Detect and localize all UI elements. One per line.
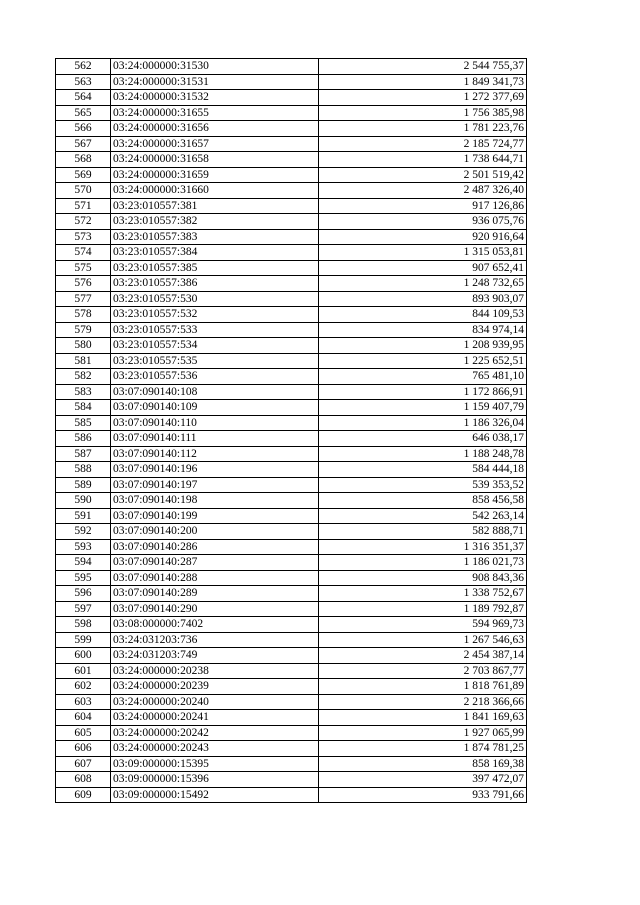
value-cell: 844 109,53 xyxy=(319,307,527,323)
table-row xyxy=(56,710,527,726)
cadastral-number-cell: 03:07:090140:112 xyxy=(111,446,319,462)
row-number-cell: 578 xyxy=(56,307,111,323)
cadastral-number-cell: 03:24:000000:20240 xyxy=(111,694,319,710)
cadastral-number-cell: 03:24:000000:31658 xyxy=(111,152,319,168)
row-number-cell: 569 xyxy=(56,167,111,183)
cadastral-number-cell: 03:07:090140:287 xyxy=(111,555,319,571)
row-number-cell: 576 xyxy=(56,276,111,292)
cadastral-number-cell: 03:23:010557:536 xyxy=(111,369,319,385)
cadastral-number-cell: 03:23:010557:532 xyxy=(111,307,319,323)
value-cell: 834 974,14 xyxy=(319,322,527,338)
row-number-cell: 602 xyxy=(56,679,111,695)
table-row xyxy=(56,477,527,493)
cadastral-number-cell: 03:07:090140:286 xyxy=(111,539,319,555)
row-number-cell: 605 xyxy=(56,725,111,741)
row-number-cell: 572 xyxy=(56,214,111,230)
row-number-cell: 571 xyxy=(56,198,111,214)
row-number-cell: 581 xyxy=(56,353,111,369)
row-number-cell: 580 xyxy=(56,338,111,354)
row-number-cell: 588 xyxy=(56,462,111,478)
table-row xyxy=(56,245,527,261)
value-cell: 539 353,52 xyxy=(319,477,527,493)
value-cell: 893 903,07 xyxy=(319,291,527,307)
value-cell: 907 652,41 xyxy=(319,260,527,276)
row-number-cell: 586 xyxy=(56,431,111,447)
value-cell: 594 969,73 xyxy=(319,617,527,633)
table-row xyxy=(56,353,527,369)
value-cell: 1 172 866,91 xyxy=(319,384,527,400)
value-cell: 933 791,66 xyxy=(319,787,527,803)
table-row xyxy=(56,772,527,788)
row-number-cell: 591 xyxy=(56,508,111,524)
row-number-cell: 566 xyxy=(56,121,111,137)
cadastral-number-cell: 03:24:000000:31659 xyxy=(111,167,319,183)
row-number-cell: 574 xyxy=(56,245,111,261)
cadastral-number-cell: 03:09:000000:15492 xyxy=(111,787,319,803)
row-number-cell: 607 xyxy=(56,756,111,772)
table-row xyxy=(56,756,527,772)
cadastral-number-cell: 03:07:090140:198 xyxy=(111,493,319,509)
cadastral-number-cell: 03:23:010557:381 xyxy=(111,198,319,214)
cadastral-number-cell: 03:23:010557:383 xyxy=(111,229,319,245)
cadastral-number-cell: 03:24:000000:20238 xyxy=(111,663,319,679)
table-row xyxy=(56,260,527,276)
table-row xyxy=(56,136,527,152)
table-row xyxy=(56,462,527,478)
cadastral-number-cell: 03:07:090140:196 xyxy=(111,462,319,478)
row-number-cell: 570 xyxy=(56,183,111,199)
value-cell: 1 849 341,73 xyxy=(319,74,527,90)
value-cell: 1 272 377,69 xyxy=(319,90,527,106)
row-number-cell: 596 xyxy=(56,586,111,602)
table-row xyxy=(56,787,527,803)
value-cell: 1 248 732,65 xyxy=(319,276,527,292)
value-cell: 2 544 755,37 xyxy=(319,59,527,75)
row-number-cell: 583 xyxy=(56,384,111,400)
table-row xyxy=(56,183,527,199)
value-cell: 1 874 781,25 xyxy=(319,741,527,757)
table-row xyxy=(56,152,527,168)
value-cell: 2 501 519,42 xyxy=(319,167,527,183)
cadastral-number-cell: 03:07:090140:290 xyxy=(111,601,319,617)
value-cell: 765 481,10 xyxy=(319,369,527,385)
cadastral-number-cell: 03:24:000000:31660 xyxy=(111,183,319,199)
row-number-cell: 587 xyxy=(56,446,111,462)
cadastral-number-cell: 03:24:000000:31530 xyxy=(111,59,319,75)
cadastral-number-cell: 03:24:000000:20241 xyxy=(111,710,319,726)
table-row xyxy=(56,121,527,137)
row-number-cell: 584 xyxy=(56,400,111,416)
row-number-cell: 564 xyxy=(56,90,111,106)
table-row xyxy=(56,167,527,183)
value-cell: 936 075,76 xyxy=(319,214,527,230)
cadastral-number-cell: 03:24:000000:31532 xyxy=(111,90,319,106)
table-row xyxy=(56,90,527,106)
value-cell: 2 703 867,77 xyxy=(319,663,527,679)
value-cell: 917 126,86 xyxy=(319,198,527,214)
table-row xyxy=(56,384,527,400)
value-cell: 646 038,17 xyxy=(319,431,527,447)
table-row xyxy=(56,291,527,307)
table-row xyxy=(56,663,527,679)
row-number-cell: 577 xyxy=(56,291,111,307)
row-number-cell: 599 xyxy=(56,632,111,648)
table-row xyxy=(56,648,527,664)
row-number-cell: 598 xyxy=(56,617,111,633)
row-number-cell: 565 xyxy=(56,105,111,121)
value-cell: 1 841 169,63 xyxy=(319,710,527,726)
value-cell: 1 225 652,51 xyxy=(319,353,527,369)
row-number-cell: 601 xyxy=(56,663,111,679)
row-number-cell: 594 xyxy=(56,555,111,571)
table-row xyxy=(56,679,527,695)
value-cell: 1 316 351,37 xyxy=(319,539,527,555)
value-cell: 2 185 724,77 xyxy=(319,136,527,152)
table-row xyxy=(56,446,527,462)
row-number-cell: 597 xyxy=(56,601,111,617)
table-row xyxy=(56,198,527,214)
value-cell: 2 487 326,40 xyxy=(319,183,527,199)
value-cell: 397 472,07 xyxy=(319,772,527,788)
value-cell: 2 454 387,14 xyxy=(319,648,527,664)
table-row xyxy=(56,601,527,617)
cadastral-number-cell: 03:23:010557:382 xyxy=(111,214,319,230)
cadastral-number-cell: 03:23:010557:534 xyxy=(111,338,319,354)
cadastral-value-table xyxy=(55,58,527,803)
cadastral-number-cell: 03:07:090140:111 xyxy=(111,431,319,447)
table-row xyxy=(56,555,527,571)
cadastral-number-cell: 03:24:031203:736 xyxy=(111,632,319,648)
row-number-cell: 582 xyxy=(56,369,111,385)
value-cell: 1 738 644,71 xyxy=(319,152,527,168)
table-row xyxy=(56,229,527,245)
document-page xyxy=(55,58,526,803)
table-row xyxy=(56,415,527,431)
table-row xyxy=(56,400,527,416)
row-number-cell: 585 xyxy=(56,415,111,431)
table-row xyxy=(56,74,527,90)
row-number-cell: 575 xyxy=(56,260,111,276)
table-row xyxy=(56,741,527,757)
value-cell: 1 338 752,67 xyxy=(319,586,527,602)
table-row xyxy=(56,59,527,75)
cadastral-number-cell: 03:23:010557:385 xyxy=(111,260,319,276)
value-cell: 1 781 223,76 xyxy=(319,121,527,137)
cadastral-number-cell: 03:24:000000:20243 xyxy=(111,741,319,757)
cadastral-number-cell: 03:07:090140:199 xyxy=(111,508,319,524)
row-number-cell: 590 xyxy=(56,493,111,509)
row-number-cell: 563 xyxy=(56,74,111,90)
cadastral-number-cell: 03:23:010557:384 xyxy=(111,245,319,261)
value-cell: 1 186 021,73 xyxy=(319,555,527,571)
value-cell: 1 159 407,79 xyxy=(319,400,527,416)
table-body xyxy=(56,59,527,803)
cadastral-number-cell: 03:07:090140:197 xyxy=(111,477,319,493)
row-number-cell: 568 xyxy=(56,152,111,168)
table-row xyxy=(56,617,527,633)
row-number-cell: 567 xyxy=(56,136,111,152)
value-cell: 2 218 366,66 xyxy=(319,694,527,710)
cadastral-number-cell: 03:23:010557:533 xyxy=(111,322,319,338)
value-cell: 1 818 761,89 xyxy=(319,679,527,695)
table-row xyxy=(56,307,527,323)
cadastral-number-cell: 03:07:090140:200 xyxy=(111,524,319,540)
row-number-cell: 603 xyxy=(56,694,111,710)
cadastral-number-cell: 03:23:010557:530 xyxy=(111,291,319,307)
table-row xyxy=(56,276,527,292)
value-cell: 1 208 939,95 xyxy=(319,338,527,354)
table-row xyxy=(56,508,527,524)
value-cell: 1 756 385,98 xyxy=(319,105,527,121)
cadastral-number-cell: 03:07:090140:109 xyxy=(111,400,319,416)
row-number-cell: 562 xyxy=(56,59,111,75)
cadastral-number-cell: 03:09:000000:15396 xyxy=(111,772,319,788)
cadastral-number-cell: 03:24:031203:749 xyxy=(111,648,319,664)
table-row xyxy=(56,586,527,602)
cadastral-number-cell: 03:07:090140:108 xyxy=(111,384,319,400)
row-number-cell: 609 xyxy=(56,787,111,803)
table-row xyxy=(56,493,527,509)
cadastral-number-cell: 03:08:000000:7402 xyxy=(111,617,319,633)
table-row xyxy=(56,214,527,230)
row-number-cell: 606 xyxy=(56,741,111,757)
cadastral-number-cell: 03:24:000000:20242 xyxy=(111,725,319,741)
table-row xyxy=(56,322,527,338)
cadastral-number-cell: 03:23:010557:535 xyxy=(111,353,319,369)
table-row xyxy=(56,539,527,555)
cadastral-number-cell: 03:24:000000:31656 xyxy=(111,121,319,137)
row-number-cell: 592 xyxy=(56,524,111,540)
value-cell: 1 927 065,99 xyxy=(319,725,527,741)
table-row xyxy=(56,570,527,586)
table-row xyxy=(56,694,527,710)
cadastral-number-cell: 03:24:000000:20239 xyxy=(111,679,319,695)
cadastral-number-cell: 03:24:000000:31531 xyxy=(111,74,319,90)
table-row xyxy=(56,338,527,354)
value-cell: 1 186 326,04 xyxy=(319,415,527,431)
value-cell: 908 843,36 xyxy=(319,570,527,586)
cadastral-number-cell: 03:09:000000:15395 xyxy=(111,756,319,772)
value-cell: 858 169,38 xyxy=(319,756,527,772)
cadastral-number-cell: 03:24:000000:31655 xyxy=(111,105,319,121)
table-row xyxy=(56,369,527,385)
row-number-cell: 589 xyxy=(56,477,111,493)
cadastral-number-cell: 03:07:090140:288 xyxy=(111,570,319,586)
value-cell: 858 456,58 xyxy=(319,493,527,509)
value-cell: 1 267 546,63 xyxy=(319,632,527,648)
value-cell: 1 189 792,87 xyxy=(319,601,527,617)
value-cell: 1 188 248,78 xyxy=(319,446,527,462)
table-row xyxy=(56,105,527,121)
cadastral-number-cell: 03:24:000000:31657 xyxy=(111,136,319,152)
cadastral-number-cell: 03:07:090140:289 xyxy=(111,586,319,602)
row-number-cell: 604 xyxy=(56,710,111,726)
table-row xyxy=(56,524,527,540)
value-cell: 542 263,14 xyxy=(319,508,527,524)
row-number-cell: 573 xyxy=(56,229,111,245)
row-number-cell: 595 xyxy=(56,570,111,586)
cadastral-number-cell: 03:07:090140:110 xyxy=(111,415,319,431)
value-cell: 920 916,64 xyxy=(319,229,527,245)
value-cell: 582 888,71 xyxy=(319,524,527,540)
cadastral-number-cell: 03:23:010557:386 xyxy=(111,276,319,292)
table-row xyxy=(56,725,527,741)
row-number-cell: 608 xyxy=(56,772,111,788)
table-row xyxy=(56,632,527,648)
row-number-cell: 579 xyxy=(56,322,111,338)
value-cell: 584 444,18 xyxy=(319,462,527,478)
value-cell: 1 315 053,81 xyxy=(319,245,527,261)
row-number-cell: 593 xyxy=(56,539,111,555)
row-number-cell: 600 xyxy=(56,648,111,664)
table-row xyxy=(56,431,527,447)
